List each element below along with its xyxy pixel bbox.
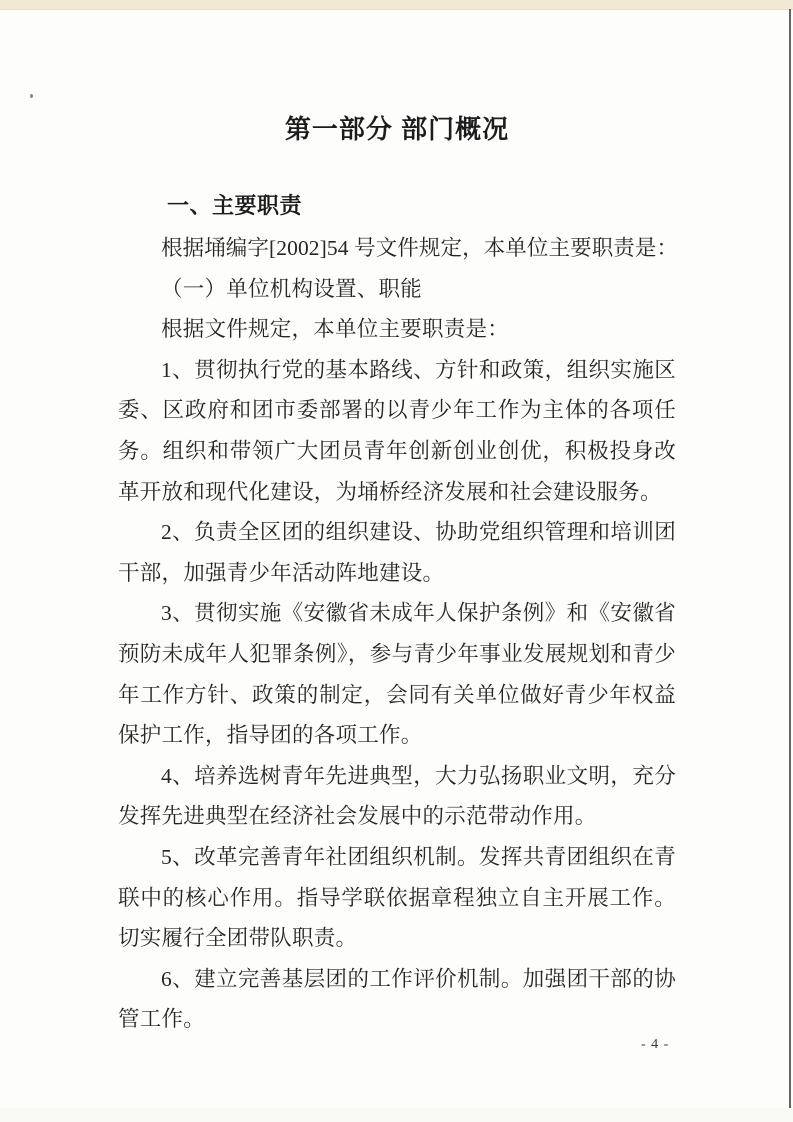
paragraph: （一）单位机构设置、职能 xyxy=(161,276,423,301)
page-number: - 4 - xyxy=(641,1037,670,1052)
paragraph: 3、贯彻实施《安徽省未成年人保护条例》和《安徽省预防未成年人犯罪条例》，参与青少年事业发展规划和青少年工作方针、政策的制定，会同有关单位做好青少年权益保护工作，指导团的各项工作。 xyxy=(118,601,676,748)
paragraph: 根据文件规定，本单位主要职责是： xyxy=(161,317,510,342)
section-heading: 一、主要职责 xyxy=(167,193,303,218)
scan-edge-right xyxy=(789,9,791,1122)
document-title: 第一部分 部门概况 xyxy=(284,114,510,144)
document-body xyxy=(118,228,679,1040)
scan-edge-bottom xyxy=(0,1108,793,1122)
scan-edge-top xyxy=(0,0,793,10)
paragraph: 4、培养选树青年先进典型，大力弘扬职业文明，充分发挥先进典型在经济社会发展中的示范带动作用。 xyxy=(118,763,676,829)
paragraph: 2、负责全区团的组织建设、协助党组织管理和培训团干部，加强青少年活动阵地建设。 xyxy=(118,520,676,585)
paragraph: 6、建立完善基层团的工作评价机制。加强团干部的协管工作。 xyxy=(118,966,676,1032)
paragraph: 5、改革完善青年社团组织机制。发挥共青团组织在青联中的核心作用。指导学联依据章程独立自主开展工作。切实履行全团带队职责。 xyxy=(118,844,676,951)
paragraph: 根据埇编字[2002]54 号文件规定，本单位主要职责是： xyxy=(161,236,679,260)
paragraph: 1、贯彻执行党的基本路线、方针和政策，组织实施区委、区政府和团市委部署的以青少年工作为主体的各项任务。组织和带领广大团员青年创新创业创优，积极投身改革开放和现代化建设，为埇桥经济发展和社会建设服务。 xyxy=(118,357,676,504)
scan-speck xyxy=(30,94,33,98)
